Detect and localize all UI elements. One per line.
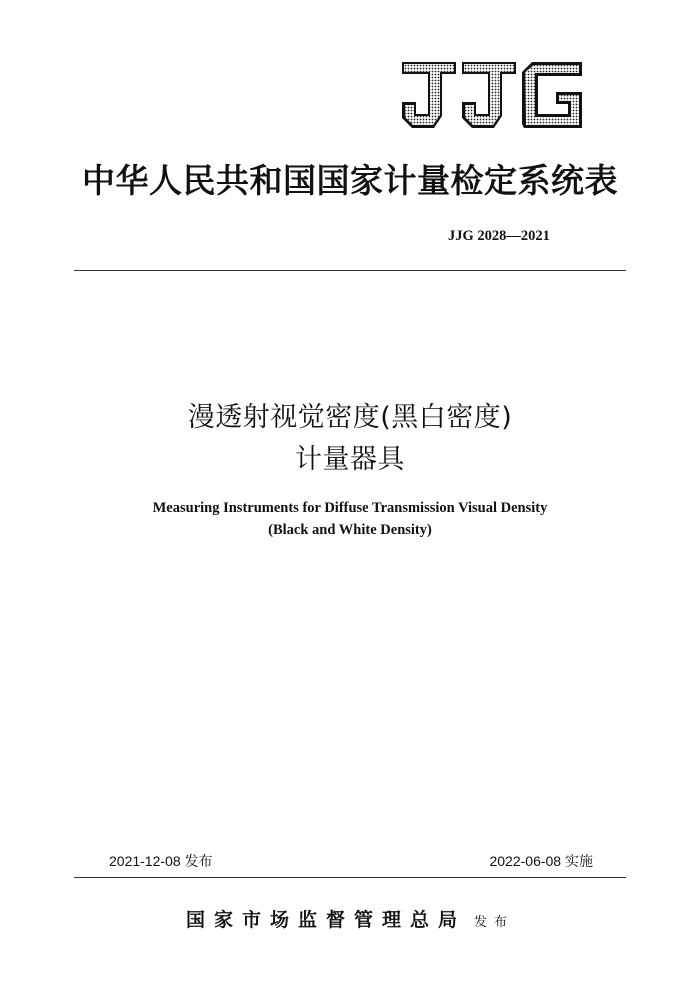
publisher-block	[0, 905, 700, 932]
logo-letter-j1	[402, 62, 456, 128]
chinese-title-line-2: 计量器具	[295, 444, 405, 475]
english-title-line-2: (Black and White Density)	[268, 522, 432, 538]
implementation-date: 2022-06-08 实施	[489, 853, 593, 869]
logo-letter-g	[522, 62, 582, 128]
bottom-divider	[74, 877, 626, 878]
logo-letter-j2	[462, 62, 516, 128]
top-divider	[74, 270, 626, 271]
publisher-name: 国家市场监督管理总局	[185, 909, 466, 931]
series-title: 中华人民共和国国家计量检定系统表	[82, 161, 618, 200]
jjg-logo	[398, 58, 588, 134]
issue-date: 2021-12-08 发布	[109, 853, 213, 869]
standard-number: JJG 2028—2021	[448, 228, 550, 244]
publisher-action: 发布	[474, 915, 515, 930]
chinese-title-line-1: 漫透射视觉密度(黑白密度)	[187, 402, 513, 433]
english-title-line-1: Measuring Instruments for Diffuse Transmission Visual Density	[152, 500, 548, 516]
